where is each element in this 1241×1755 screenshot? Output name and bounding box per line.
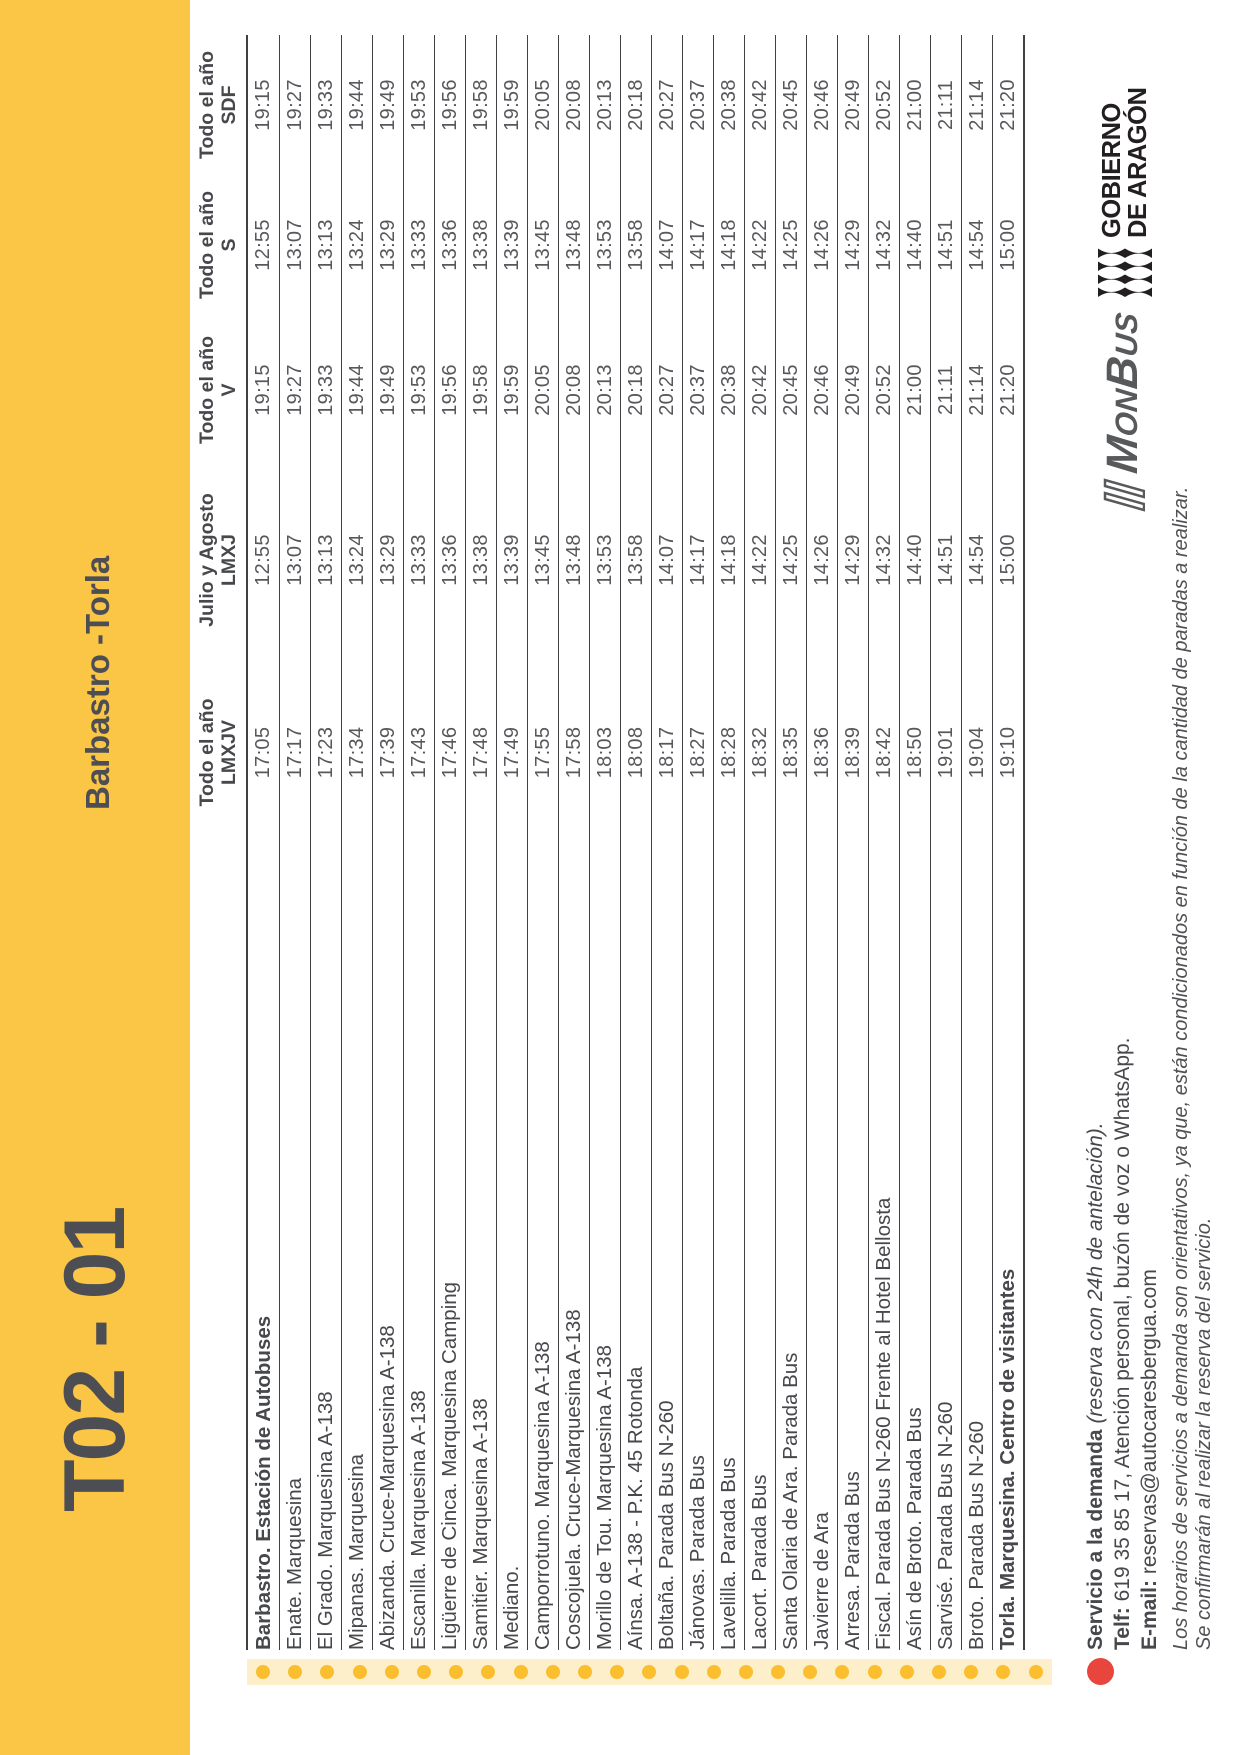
time-cell: 17:58 [562, 726, 585, 779]
table-row [930, 35, 961, 1650]
time-cell: 14:26 [810, 534, 833, 586]
service-note: (reserva con 24h de antelación). [1084, 1122, 1107, 1430]
stop-name: Torla. Marquesina. Centro de visitantes [996, 1268, 1020, 1650]
stop-dot-icon [803, 1665, 817, 1679]
time-cell: 19:33 [314, 79, 337, 131]
time-cell: 13:39 [500, 219, 523, 271]
stop-dot-icon [256, 1665, 270, 1679]
time-cell: 19:56 [438, 364, 461, 416]
stop-name: Asín de Broto. Parada Bus [903, 1407, 927, 1650]
stop-name: Mipanas. Marquesina [345, 1454, 369, 1650]
time-cell: 18:03 [593, 726, 616, 779]
stop-dot-icon [320, 1665, 334, 1679]
table-row [434, 35, 465, 1650]
service-line [1082, 487, 1109, 1650]
time-cell: 14:40 [903, 219, 926, 271]
column-header: Todo el año LMXJV [196, 698, 241, 807]
table-row [310, 35, 341, 1650]
time-cell: 14:29 [841, 534, 864, 586]
time-cell: 19:44 [345, 79, 368, 131]
time-cell: 19:15 [252, 79, 275, 131]
time-cell: 17:49 [500, 726, 523, 779]
time-cell: 20:05 [531, 79, 554, 131]
stop-dot-icon [835, 1665, 849, 1679]
monbus-b: B [1098, 353, 1147, 391]
monbus-stripes-icon [1099, 478, 1145, 512]
government-logo [1098, 88, 1152, 297]
time-cell: 13:07 [283, 534, 306, 586]
stop-dot-icon [288, 1665, 302, 1679]
table-row [372, 35, 403, 1650]
time-cell: 14:22 [748, 534, 771, 586]
time-cell: 18:17 [655, 726, 678, 779]
stop-name: Camporrotuno. Marquesina A-138 [531, 1341, 555, 1650]
time-cell: 17:55 [531, 726, 554, 779]
time-cell: 13:45 [531, 534, 554, 586]
column-header: Todo el año V [196, 336, 241, 444]
time-cell: 19:59 [500, 79, 523, 131]
stop-name: Jánovas. Parada Bus [686, 1455, 710, 1650]
table-row [713, 35, 744, 1650]
time-cell: 17:23 [314, 726, 337, 779]
stop-dots-strip [247, 1659, 1052, 1685]
time-cell: 19:56 [438, 79, 461, 131]
time-cell: 19:10 [996, 726, 1019, 779]
stop-dot-icon [771, 1665, 785, 1679]
time-cell: 20:27 [655, 364, 678, 416]
stop-dot-icon [610, 1665, 624, 1679]
time-cell: 18:39 [841, 726, 864, 779]
time-cell: 20:45 [779, 79, 802, 131]
time-cell: 18:08 [624, 726, 647, 779]
time-cell: 19:49 [376, 364, 399, 416]
stop-dot-icon [675, 1665, 689, 1679]
phone-label: Telf: [1111, 1607, 1134, 1650]
time-cell: 18:28 [717, 726, 740, 779]
stop-dot-icon [385, 1665, 399, 1679]
column-header: Todo el año S [196, 191, 241, 299]
stop-name: Sarvisé. Parada Bus N-260 [934, 1401, 958, 1650]
time-cell: 21:14 [965, 79, 988, 131]
monbus-wordmark [1098, 310, 1147, 476]
time-cell: 17:34 [345, 726, 368, 779]
time-cell: 13:33 [407, 534, 430, 586]
table-row [837, 35, 868, 1650]
time-cell: 17:48 [469, 726, 492, 779]
time-cell: 14:07 [655, 219, 678, 271]
email-value: reservas@autocaresbergua.com [1138, 1269, 1161, 1580]
time-cell: 14:32 [872, 534, 895, 586]
table-row [899, 35, 930, 1650]
time-cell: 20:37 [686, 79, 709, 131]
stop-dot-icon [996, 1665, 1010, 1679]
table-row [620, 35, 651, 1650]
stop-dot-icon [578, 1665, 592, 1679]
stop-name: Javierre de Ara [810, 1512, 834, 1650]
time-cell: 14:17 [686, 534, 709, 586]
time-cell: 15:00 [996, 534, 1019, 586]
time-cell: 18:36 [810, 726, 833, 779]
table-row [496, 35, 527, 1650]
table-row [465, 35, 496, 1650]
time-cell: 12:55 [252, 219, 275, 271]
time-cell: 14:25 [779, 534, 802, 586]
table-row [279, 35, 310, 1650]
time-cell: 20:49 [841, 364, 864, 416]
yellow-band [0, 0, 190, 1755]
table-row [527, 35, 558, 1650]
aragon-wordmark [1099, 88, 1151, 238]
time-cell: 20:05 [531, 364, 554, 416]
stop-dot-icon [546, 1665, 560, 1679]
table-row [558, 35, 589, 1650]
time-cell: 14:51 [934, 534, 957, 586]
time-cell: 19:33 [314, 364, 337, 416]
stop-name: Boltaña. Parada Bus N-260 [655, 1400, 679, 1650]
stop-name: Lavelilla. Parada Bus [717, 1457, 741, 1650]
time-cell: 21:11 [934, 364, 957, 416]
aragon-line-2: DE ARAGÓN [1124, 87, 1152, 238]
table-row [992, 35, 1023, 1650]
service-label: Servicio a la demanda [1084, 1429, 1107, 1650]
time-cell: 20:42 [748, 364, 771, 416]
operator-logo [1099, 312, 1145, 512]
time-cell: 19:59 [500, 364, 523, 416]
stop-dot-icon [642, 1665, 656, 1679]
time-cell: 18:35 [779, 726, 802, 779]
time-cell: 17:43 [407, 726, 430, 779]
time-cell: 19:49 [376, 79, 399, 131]
stop-name: Samitier. Marquesina A-138 [469, 1398, 493, 1650]
stop-name: Escanilla. Marquesina A-138 [407, 1390, 431, 1650]
time-cell: 20:46 [810, 364, 833, 416]
stop-dot-icon [964, 1665, 978, 1679]
stop-dot-icon [417, 1665, 431, 1679]
stop-dot-icon [707, 1665, 721, 1679]
time-cell: 13:36 [438, 534, 461, 586]
time-cell: 14:54 [965, 534, 988, 586]
table-row [775, 35, 806, 1650]
table-row [868, 35, 899, 1650]
time-cell: 13:58 [624, 219, 647, 271]
stop-name: Arresa. Parada Bus [841, 1471, 865, 1650]
stop-name: Ligüerre de Cinca. Marquesina Camping [438, 1281, 462, 1650]
stop-dot-icon [353, 1665, 367, 1679]
time-cell: 20:37 [686, 364, 709, 416]
time-cell: 21:14 [965, 364, 988, 416]
timetable [196, 35, 1025, 1650]
stop-dot-icon [900, 1665, 914, 1679]
time-cell: 13:58 [624, 534, 647, 586]
time-cell: 21:20 [996, 364, 1019, 416]
time-cell: 14:29 [841, 219, 864, 271]
time-cell: 13:36 [438, 219, 461, 271]
time-cell: 18:50 [903, 726, 926, 779]
table-row [682, 35, 713, 1650]
time-cell: 13:33 [407, 219, 430, 271]
time-cell: 17:39 [376, 726, 399, 779]
time-cell: 18:32 [748, 726, 771, 779]
table-row [651, 35, 682, 1650]
stop-dot-icon [1029, 1665, 1043, 1679]
time-cell: 14:18 [717, 534, 740, 586]
time-cell: 20:45 [779, 364, 802, 416]
time-cell: 13:48 [562, 219, 585, 271]
time-cell: 17:05 [252, 726, 275, 779]
time-cell: 21:20 [996, 79, 1019, 131]
time-cell: 13:53 [593, 534, 616, 586]
time-cell: 14:26 [810, 219, 833, 271]
monbus-on: ON [1109, 386, 1144, 439]
stop-dot-icon [739, 1665, 753, 1679]
time-cell: 13:24 [345, 534, 368, 586]
monbus-us: US [1109, 310, 1144, 359]
table-row [589, 35, 620, 1650]
footer [1082, 487, 1216, 1650]
time-cell: 18:27 [686, 726, 709, 779]
time-cell: 13:29 [376, 219, 399, 271]
time-cell: 12:55 [252, 534, 275, 586]
time-cell: 14:54 [965, 219, 988, 271]
column-header: Julio y Agosto LMXJ [196, 493, 241, 627]
email-label: E-mail: [1138, 1579, 1161, 1650]
time-cell: 19:53 [407, 79, 430, 131]
time-cell: 19:58 [469, 79, 492, 131]
table-row [961, 35, 992, 1650]
time-cell: 13:13 [314, 534, 337, 586]
time-cell: 21:00 [903, 79, 926, 131]
stop-name: Broto. Parada Bus N-260 [965, 1420, 989, 1650]
time-cell: 20:18 [624, 79, 647, 131]
time-cell: 13:45 [531, 219, 554, 271]
time-cell: 13:48 [562, 534, 585, 586]
table-row [341, 35, 372, 1650]
time-cell: 20:08 [562, 364, 585, 416]
time-cell: 13:29 [376, 534, 399, 586]
time-cell: 19:58 [469, 364, 492, 416]
stop-name: Abizanda. Cruce-Marquesina A-138 [376, 1325, 400, 1650]
time-cell: 14:51 [934, 219, 957, 271]
disclaimer-line-1: Los horarios de servicios a demanda son orientativos, ya que, están condicionados en función de la cantidad de paradas a realizar. [1170, 486, 1192, 1650]
table-row [248, 35, 279, 1650]
table-row [403, 35, 434, 1650]
time-cell: 17:46 [438, 726, 461, 779]
phone-value: 619 35 85 17, Atención personal, buzón de voz o WhatsApp. [1111, 1037, 1134, 1608]
table-row [744, 35, 775, 1650]
time-cell: 21:11 [934, 79, 957, 131]
time-cell: 13:13 [314, 219, 337, 271]
stop-name: Fiscal. Parada Bus N-260 Frente al Hotel Bellosta [872, 1197, 896, 1650]
route-title: Barbastro -Torla [79, 555, 116, 810]
stop-dot-icon [514, 1665, 528, 1679]
time-cell: 20:42 [748, 79, 771, 131]
time-cell: 19:01 [934, 726, 957, 779]
email-line [1136, 487, 1163, 1650]
time-cell: 21:00 [903, 364, 926, 416]
aragon-line-1: GOBIERNO [1098, 103, 1126, 238]
timetable-body [246, 35, 1025, 1650]
time-cell: 17:17 [283, 726, 306, 779]
time-cell: 20:52 [872, 364, 895, 416]
monbus-m: M [1098, 433, 1147, 476]
time-cell: 20:38 [717, 364, 740, 416]
time-cell: 20:08 [562, 79, 585, 131]
time-cell: 15:00 [996, 219, 1019, 271]
table-row [806, 35, 837, 1650]
time-cell: 20:18 [624, 364, 647, 416]
time-cell: 13:07 [283, 219, 306, 271]
aragon-symbol-icon [1098, 247, 1152, 297]
stop-name: El Grado. Marquesina A-138 [314, 1391, 338, 1650]
time-cell: 14:18 [717, 219, 740, 271]
time-cell: 13:39 [500, 534, 523, 586]
time-cell: 14:22 [748, 219, 771, 271]
time-cell: 14:17 [686, 219, 709, 271]
time-cell: 19:04 [965, 726, 988, 779]
stop-name: Barbastro. Estación de Autobuses [251, 1315, 275, 1650]
time-cell: 19:44 [345, 364, 368, 416]
disclaimer-line-2: Se confirmarán al realizar la reserva del servicio. [1193, 1217, 1215, 1650]
disclaimer [1170, 487, 1216, 1650]
stop-dot-icon [481, 1665, 495, 1679]
stop-name: Coscojuela. Cruce-Marquesina A-138 [562, 1309, 586, 1650]
column-headers [196, 35, 246, 1650]
time-cell: 19:53 [407, 364, 430, 416]
time-cell: 19:15 [252, 364, 275, 416]
time-cell: 19:27 [283, 79, 306, 131]
time-cell: 20:52 [872, 79, 895, 131]
column-header: Todo el año SDF [196, 51, 241, 159]
time-cell: 19:27 [283, 364, 306, 416]
stop-dot-icon [449, 1665, 463, 1679]
time-cell: 18:42 [872, 726, 895, 779]
time-cell: 13:24 [345, 219, 368, 271]
stop-dot-icon [932, 1665, 946, 1679]
time-cell: 20:13 [593, 364, 616, 416]
time-cell: 13:38 [469, 534, 492, 586]
time-cell: 14:32 [872, 219, 895, 271]
time-cell: 14:25 [779, 219, 802, 271]
stop-name: Mediano. [500, 1565, 524, 1650]
time-cell: 20:46 [810, 79, 833, 131]
stop-name: Morillo de Tou. Marquesina A-138 [593, 1344, 617, 1650]
time-cell: 20:38 [717, 79, 740, 131]
stop-name: Aínsa. A-138 - P.K. 45 Rotonda [624, 1366, 648, 1650]
time-cell: 14:07 [655, 534, 678, 586]
time-cell: 13:38 [469, 219, 492, 271]
demand-service-dot-icon [1087, 1658, 1114, 1685]
route-code: T02 - 01 [47, 1207, 143, 1512]
stop-name: Santa Olaria de Ara. Parada Bus [779, 1352, 803, 1650]
stop-dot-icon [868, 1665, 882, 1679]
stop-name: Lacort. Parada Bus [748, 1474, 772, 1650]
time-cell: 20:13 [593, 79, 616, 131]
time-cell: 13:53 [593, 219, 616, 271]
phone-line [1109, 487, 1136, 1650]
time-cell: 14:40 [903, 534, 926, 586]
time-cell: 20:27 [655, 79, 678, 131]
time-cell: 20:49 [841, 79, 864, 131]
stop-name: Enate. Marquesina [283, 1477, 307, 1650]
